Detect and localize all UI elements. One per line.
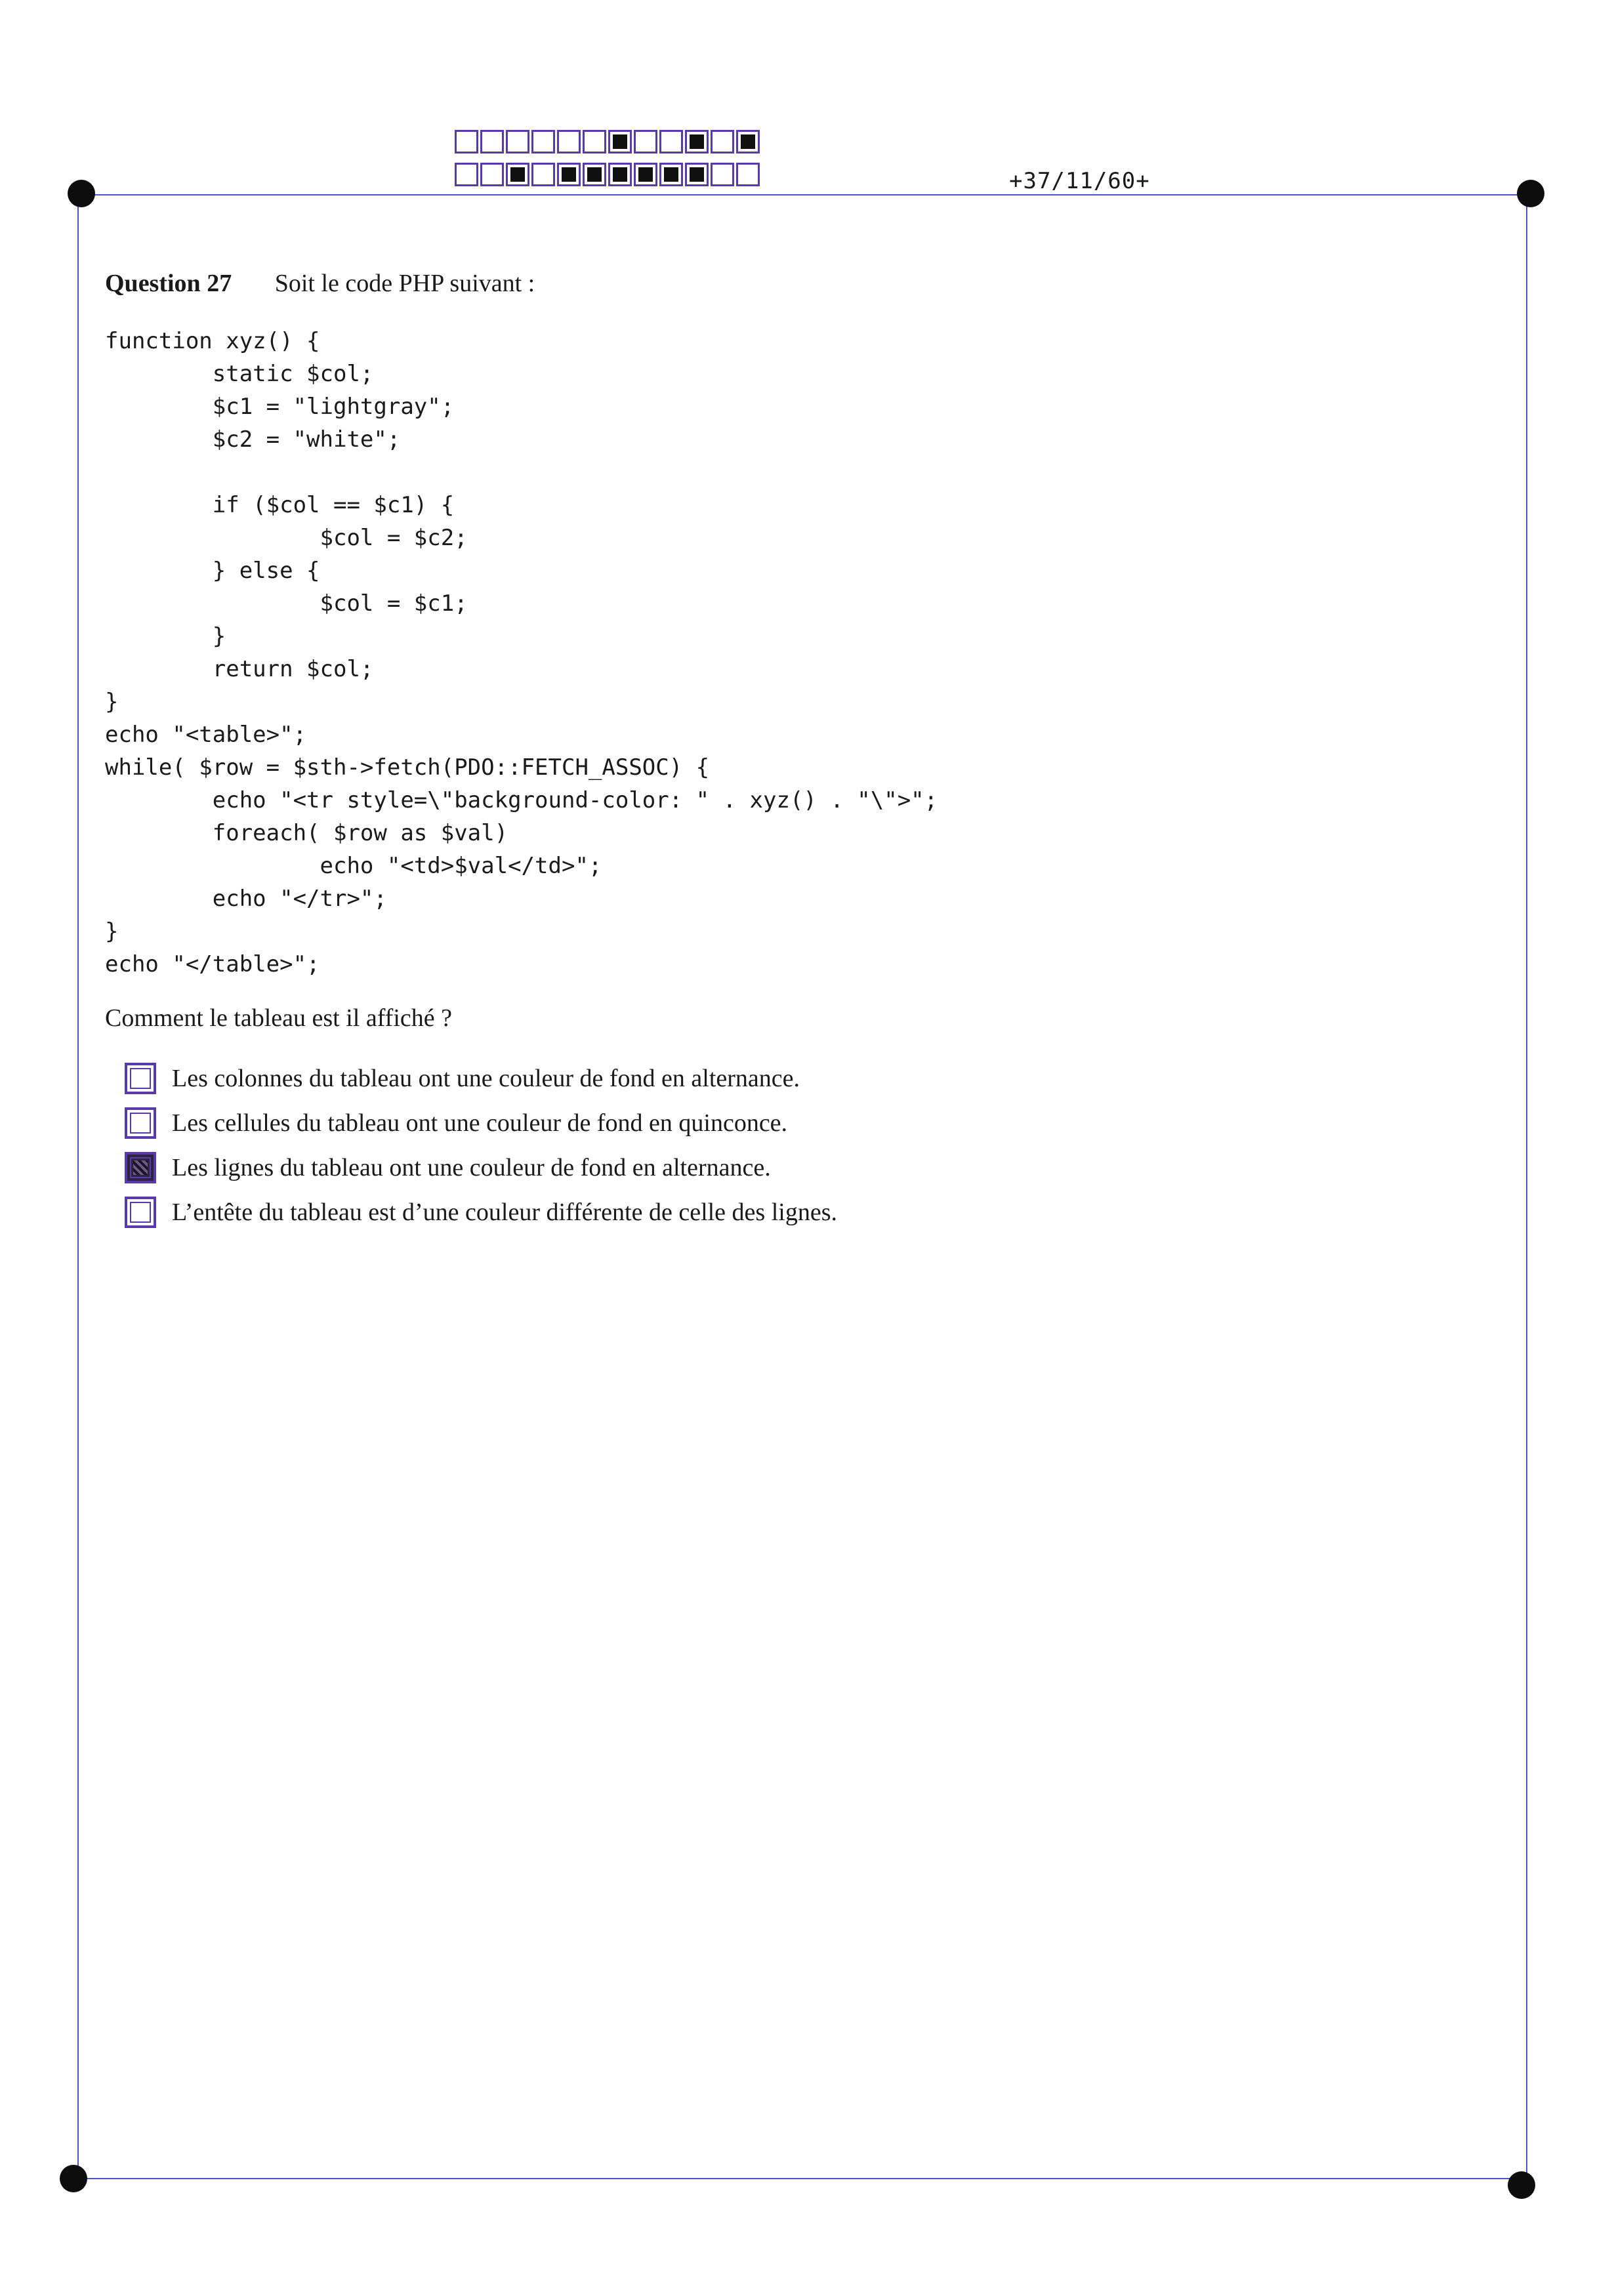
page-id: +37/11/60+ xyxy=(1009,168,1150,194)
frame-left-line xyxy=(77,194,79,2179)
code-box xyxy=(531,163,555,186)
answer-label: Les cellules du tableau ont une couleur de fond en quinconce. xyxy=(172,1109,788,1137)
question-header xyxy=(105,269,535,298)
answer-checkbox[interactable] xyxy=(125,1107,156,1139)
frame-top-line xyxy=(81,194,1531,195)
answer-option-2 xyxy=(125,1101,837,1145)
answer-checkbox[interactable] xyxy=(125,1197,156,1228)
corner-marker-top-right xyxy=(1517,180,1544,207)
corner-marker-bottom-right xyxy=(1508,2171,1535,2199)
code-box xyxy=(659,163,683,186)
code-box xyxy=(583,163,606,186)
answer-list xyxy=(125,1056,837,1235)
code-box xyxy=(557,130,581,154)
code-box xyxy=(711,163,734,186)
question-prompt: Comment le tableau est il affiché ? xyxy=(105,1004,452,1032)
question-number: Question 27 xyxy=(105,270,232,297)
php-code-block: function xyz() { static $col; $c1 = "lightgray"; $c2 = "white"; if ($col == $c1) { $col = $c2; } else { $col = $c1; } return $col; } echo "<table>"; while( $row = $sth->fetch(PDO::FETCH_ASSOC) { echo "<tr style=\"background-color: " . xyz() . "\">"; foreach( $row as $val) echo "<td>$val</td>"; echo "</tr>"; } echo "</table>"; xyxy=(105,328,938,977)
code-box xyxy=(480,163,504,186)
answer-checkbox[interactable] xyxy=(125,1063,156,1094)
code-box xyxy=(506,163,529,186)
answer-label: Les colonnes du tableau ont une couleur de fond en alternance. xyxy=(172,1065,800,1092)
answer-checkbox[interactable] xyxy=(125,1152,156,1183)
answer-label: Les lignes du tableau ont une couleur de fond en alternance. xyxy=(172,1154,771,1181)
page-code-row-1 xyxy=(455,130,762,154)
code-box xyxy=(480,130,504,154)
answer-option-4 xyxy=(125,1190,837,1235)
code-box xyxy=(608,163,632,186)
code-box xyxy=(659,130,683,154)
answer-label: L’entête du tableau est d’une couleur différente de celle des lignes. xyxy=(172,1199,837,1226)
code-box xyxy=(634,130,657,154)
code-box xyxy=(531,130,555,154)
code-box xyxy=(685,130,709,154)
code-box xyxy=(583,130,606,154)
code-box xyxy=(608,130,632,154)
frame-bottom-line xyxy=(72,2178,1522,2179)
question-intro: Soit le code PHP suivant : xyxy=(274,270,535,297)
code-box xyxy=(736,130,760,154)
code-box xyxy=(634,163,657,186)
frame-right-line xyxy=(1526,194,1527,2182)
corner-marker-bottom-left xyxy=(60,2165,87,2192)
answer-option-3 xyxy=(125,1145,837,1190)
code-box xyxy=(711,130,734,154)
page-code-row-2 xyxy=(455,163,762,186)
answer-option-1 xyxy=(125,1056,837,1101)
code-box xyxy=(455,163,478,186)
code-box xyxy=(685,163,709,186)
code-box xyxy=(506,130,529,154)
code-box xyxy=(736,163,760,186)
corner-marker-top-left xyxy=(68,180,95,207)
code-box xyxy=(557,163,581,186)
code-box xyxy=(455,130,478,154)
